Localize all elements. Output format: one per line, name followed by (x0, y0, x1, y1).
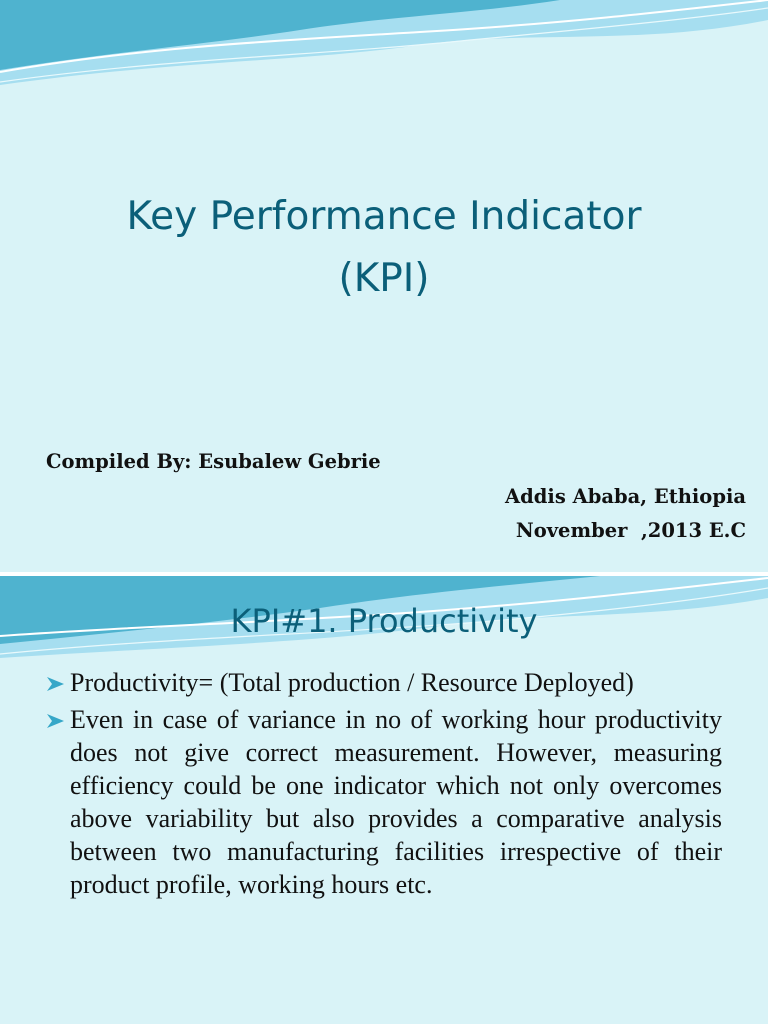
slide-title (0, 186, 768, 310)
slide-title-line-1: Key Performance Indicator (126, 194, 642, 239)
slide-2[interactable] (0, 576, 768, 1024)
bullet-item (46, 703, 722, 901)
slide-title: KPI#1. Productivity (230, 602, 538, 640)
compiled-by-text: Compiled By: Esubalew Gebrie (46, 450, 381, 473)
header-wave-decoration (0, 0, 768, 90)
slide-title-line-2: (KPI) (338, 256, 430, 301)
bullet-item (46, 666, 722, 699)
bullet-text: Even in case of variance in no of working hour productivity does not give correct measurement. However, measuring efficiency could be one indicator which not only overcomes above variability but also provides a comparative analysis between two manufacturing facilities irrespective of their product profile, working hours etc. (70, 705, 722, 899)
date-text: November ,2013 E.C (515, 519, 746, 542)
bullet-text: Productivity= (Total production / Resource Deployed) (70, 668, 634, 697)
arrowhead-bullet-icon (46, 713, 66, 729)
location-text: Addis Ababa, Ethiopia (505, 485, 746, 508)
arrowhead-bullet-icon (46, 676, 66, 692)
bullet-list (46, 666, 722, 905)
